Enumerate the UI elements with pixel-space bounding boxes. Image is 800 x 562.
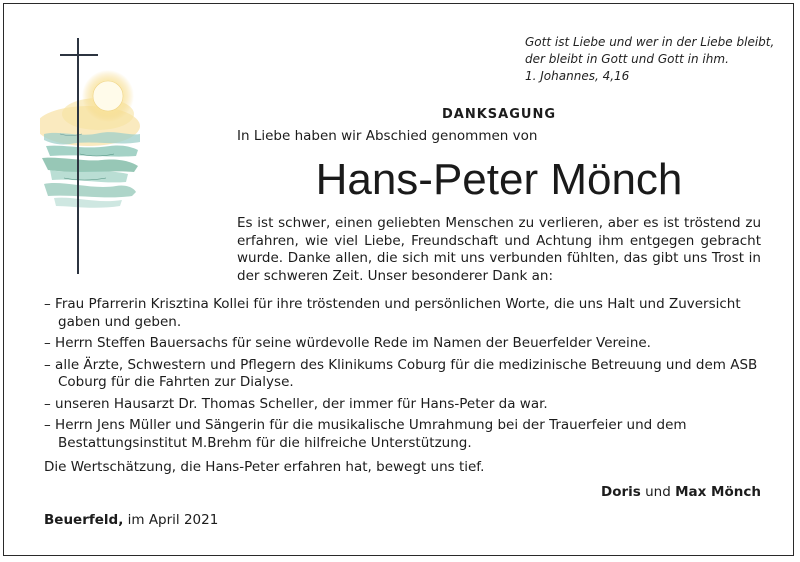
list-item: – Frau Pfarrerin Krisztina Kollei für ihre tröstenden und persönlichen Worte, die uns Halt und Zuversicht gaben und geben.	[44, 296, 741, 330]
list-item: – Herrn Jens Müller und Sängerin für die musikalische Umrahmung bei der Trauerfeier und dem Bestattungsinstitut M.Brehm für die hilfreiche Unterstützung.	[44, 417, 687, 451]
place-date	[44, 512, 218, 528]
deceased-name: Hans-Peter Mönch	[315, 155, 683, 204]
signature-name-2: Max Mönch	[675, 484, 761, 500]
verse-line-1: Gott ist Liebe und wer in der Liebe bleibt,	[525, 35, 775, 49]
signature-conjunction: und	[645, 484, 671, 500]
signature-name-1: Doris	[601, 484, 641, 500]
obituary-card	[3, 3, 794, 556]
place-town: Beuerfeld,	[44, 512, 124, 528]
intro-text: In Liebe haben wir Abschied genommen von	[237, 128, 538, 144]
verse-reference: 1. Johannes, 4,16	[525, 69, 630, 83]
list-item: – unseren Hausarzt Dr. Thomas Scheller, der immer für Hans-Peter da war.	[44, 395, 548, 412]
list-item: – alle Ärzte, Schwestern und Pflegern des Klinikums Coburg für die medizinische Betreuung und dem ASB Coburg für die Fahrten zur Dialyse.	[44, 356, 758, 390]
cross-sunset-landscape-icon	[40, 34, 140, 274]
list-item: – Herrn Steffen Bauersachs für seine würdevolle Rede im Namen der Beuerfelder Vereine.	[44, 335, 651, 351]
signature	[404, 484, 761, 500]
verse-line-2: der bleibt in Gott und Gott in ihm.	[525, 52, 729, 66]
thanks-paragraph: Es ist schwer, einen geliebten Menschen zu verlieren, aber es ist tröstend zu erfahren, wie viel Liebe, Freundschaft und Achtung ihm entgegen gebracht wurde. Danke allen, die sich mit uns verbunden fühlten, das gibt uns Trost in der schweren Zeit. Unser besonderer Dank an:	[237, 215, 761, 284]
heading: DANKSAGUNG	[441, 107, 556, 122]
closing-sentence: Die Wertschätzung, die Hans-Peter erfahren hat, bewegt uns tief.	[44, 459, 485, 475]
thanks-list	[44, 296, 769, 456]
bible-verse	[525, 34, 775, 85]
place-date-text: im April 2021	[127, 512, 219, 528]
